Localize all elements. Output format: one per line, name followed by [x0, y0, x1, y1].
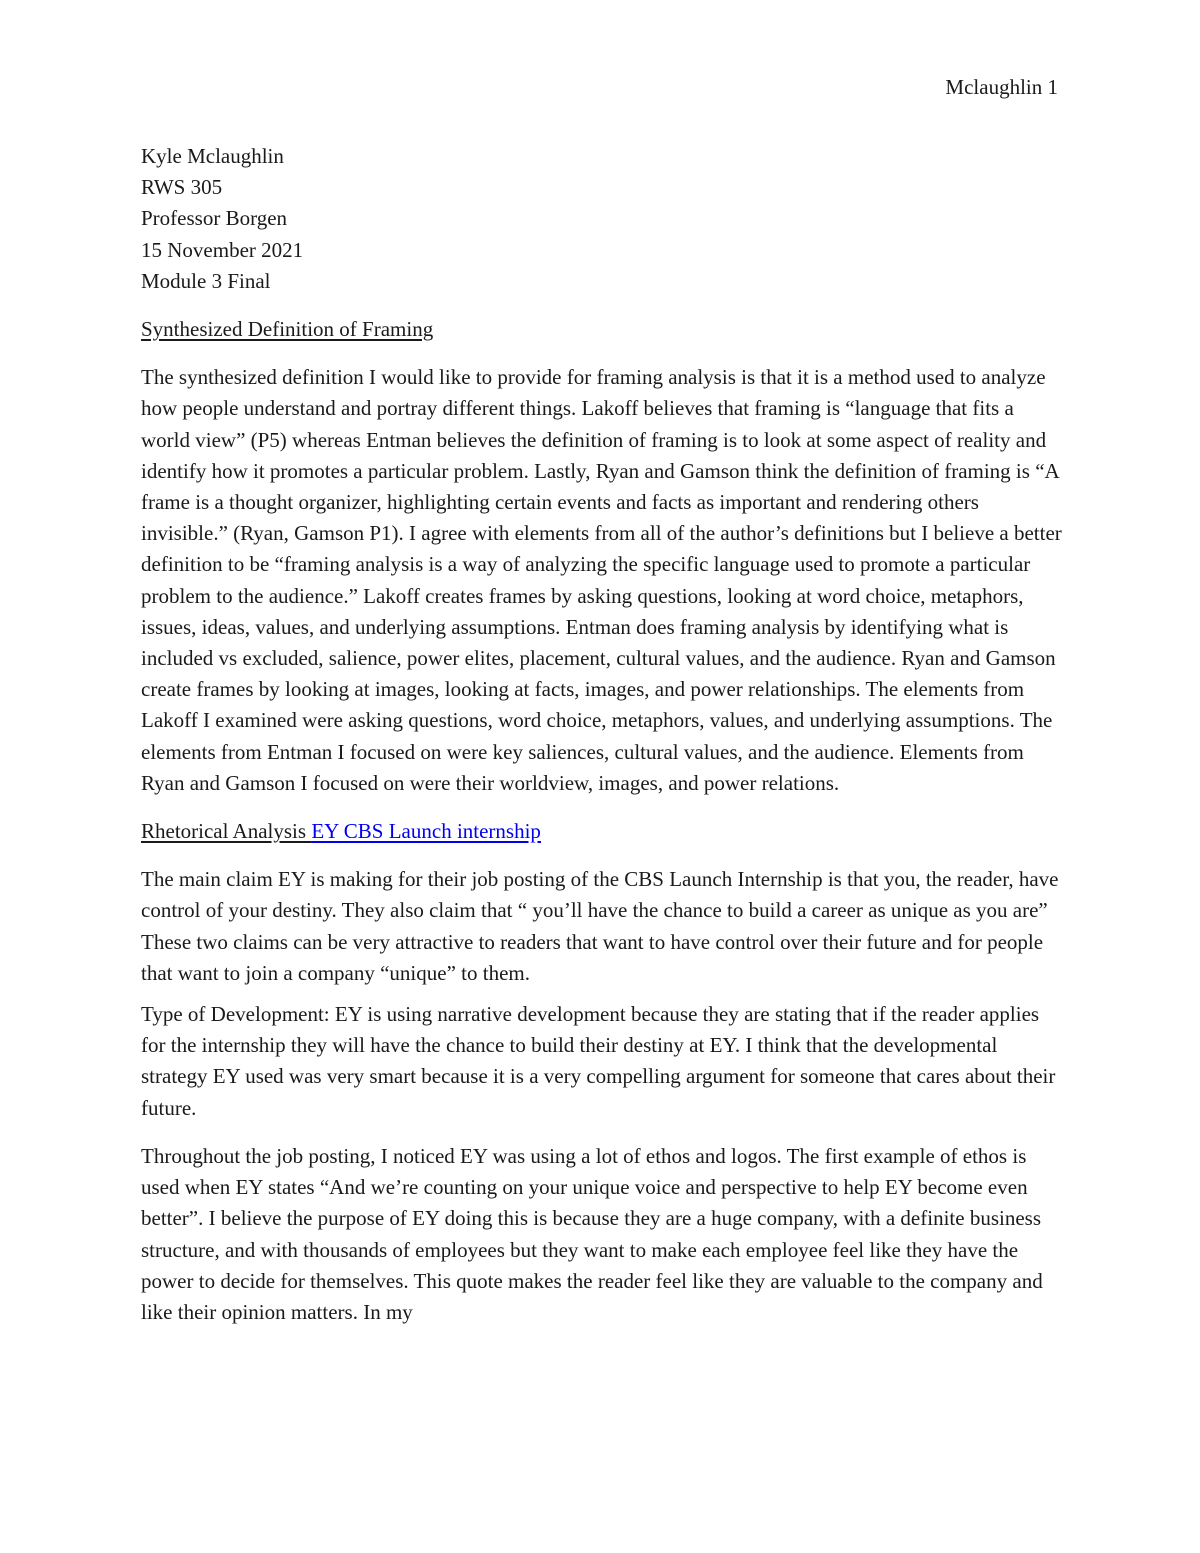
ey-internship-link[interactable]: EY CBS Launch internship	[311, 819, 541, 844]
paragraph-main-claim: The main claim EY is making for their job posting of the CBS Launch Internship is that you, the reader, have control of your destiny. They also claim that “ you’ll have the chance to build a career as unique as you are” These two claims can be very attractive to readers that want to have control over their future and for people that want to join a company “unique” to them.	[141, 867, 1059, 985]
professor-name: Professor Borgen	[141, 206, 288, 231]
paragraph-ethos-logos: Throughout the job posting, I noticed EY was using a lot of ethos and logos. The first example of ethos is used when EY states “And we’re counting on your unique voice and perspective to help EY become even better”. I believe the purpose of EY doing this is because they are a huge company, with a definite business structure, and with thousands of employees but they want to make each employee feel like they have the power to decide for themselves. This quote makes the reader feel like they are valuable to the company and like their opinion matters. In my	[141, 1143, 1043, 1324]
running-head: Mclaughlin 1	[945, 75, 1058, 99]
document-body	[141, 141, 1066, 1328]
course-name: RWS 305	[141, 175, 223, 200]
paragraph-type-of-development: Type of Development: EY is using narrative development because they are stating that if the reader applies for the internship they will have the chance to build their destiny at EY. I think that the developmental strategy EY used was very smart because it is a very compelling argument for someone that cares about their future.	[141, 1002, 1056, 1120]
section-title-rhetorical-analysis	[141, 816, 1066, 847]
heading-block	[141, 141, 1066, 297]
section-title-framing: Synthesized Definition of Framing	[141, 317, 434, 342]
assignment-title: Module 3 Final	[141, 268, 271, 293]
section-title-prefix: Rhetorical Analysis	[141, 819, 312, 844]
date: 15 November 2021	[141, 237, 304, 262]
author-name: Kyle Mclaughlin	[141, 144, 284, 168]
paragraph-framing-definition: The synthesized definition I would like to provide for framing analysis is that it is a method used to analyze how people understand and portray different things. Lakoff believes that framing is “language that fits a world view” (P5) whereas Entman believes the definition of framing is to look at some aspect of reality and identify how it promotes a particular problem. Lastly, Ryan and Gamson think the definition of framing is “A frame is a thought organizer, highlighting certain events and facts as important and rendering others invisible.” (Ryan, Gamson P1). I agree with elements from all of the author’s definitions but I believe a better definition to be “framing analysis is a way of analyzing the specific language used to promote a particular problem to the audience.” Lakoff creates frames by asking questions, looking at word choice, metaphors, issues, ideas, values, and underlying assumptions. Entman does framing analysis by identifying what is included vs excluded, salience, power elites, placement, cultural values, and the audience. Ryan and Gamson create frames by looking at images, looking at facts, images, and power relationships. The elements from Lakoff I examined were asking questions, word choice, metaphors, values, and underlying assumptions. The elements from Entman I focused on were key saliences, cultural values, and the audience. Elements from Ryan and Gamson I focused on were their worldview, images, and power relations.	[141, 365, 1062, 795]
